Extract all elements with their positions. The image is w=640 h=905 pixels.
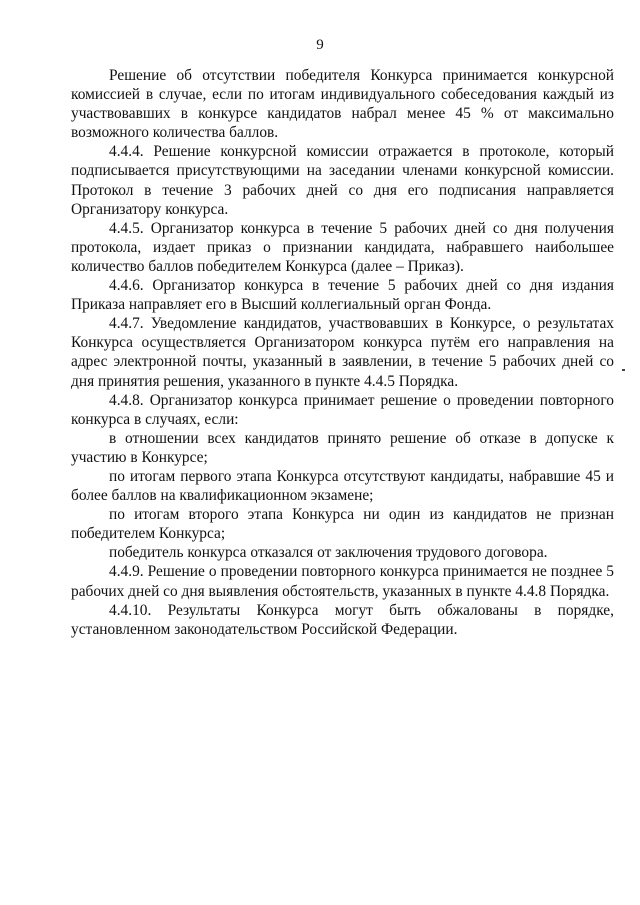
list-item-winner-refused: победитель конкурса отказался от заключения трудового договора. xyxy=(109,544,548,562)
paragraph-4-4-6: 4.4.6. Организатор конкурса в течение 5 рабочих дней со дня издания Приказа направляет его в Высший коллегиальный орган Фонда. xyxy=(71,277,614,314)
document-body xyxy=(71,66,614,639)
paragraph-4-4-8: 4.4.8. Организатор конкурса принимает решение о проведении повторного конкурса в случаях, если: xyxy=(71,391,614,428)
page-number: 9 xyxy=(316,37,324,53)
paragraph-4-4-9: 4.4.9. Решение о проведении повторного конкурса принимается не позднее 5 рабочих дней со дня выявления обстоятельств, указанных в пункте 4.4.8 Порядка. xyxy=(71,563,614,600)
paragraph-4-4-7: 4.4.7. Уведомление кандидатов, участвовавших в Конкурсе, о результатах Конкурса осуществляется Организатором конкурса путём его направления на адрес электронной почты, указанный в заявлении, в течение 5 рабочих дней со дня принятия решения, указанного в пункте 4.4.5 Порядка. xyxy=(71,315,614,390)
list-item-second-stage: по итогам второго этапа Конкурса ни один из кандидатов не признан победителем Конкурса; xyxy=(71,506,614,543)
paragraph-4-4-4: 4.4.4. Решение конкурсной комиссии отражается в протоколе, который подписывается присутствующими на заседании членами конкурсной комиссии. Протокол в течение 3 рабочих дней со дня его подписания направляется Организатору конкурса. xyxy=(71,143,614,218)
paragraph-4-4-5: 4.4.5. Организатор конкурса в течение 5 рабочих дней со дня получения протокола, издает приказ о признании кандидата, набравшего наибольшее количество баллов победителем Конкурса (далее – Приказ). xyxy=(71,219,614,275)
list-item-first-stage: по итогам первого этапа Конкурса отсутствуют кандидаты, набравшие 45 и более баллов на квалификационном экзамене; xyxy=(71,467,614,505)
paragraph-no-winner: Решение об отсутствии победителя Конкурса принимается конкурсной комиссией в случае, если по итогам индивидуального собеседования каждый из участвовавших в конкурсе кандидатов набрал менее 45 % от максимально возможного количества баллов. xyxy=(71,67,614,142)
list-item-refusal-admission: в отношении всех кандидатов принято решение об отказе в допуске к участию в Конкурсе; xyxy=(71,429,614,466)
paragraph-4-4-10: 4.4.10. Результаты Конкурса могут быть обжалованы в порядке, установленном законодательством Российской Федерации. xyxy=(71,601,614,638)
scan-artifact-mark xyxy=(622,369,625,371)
